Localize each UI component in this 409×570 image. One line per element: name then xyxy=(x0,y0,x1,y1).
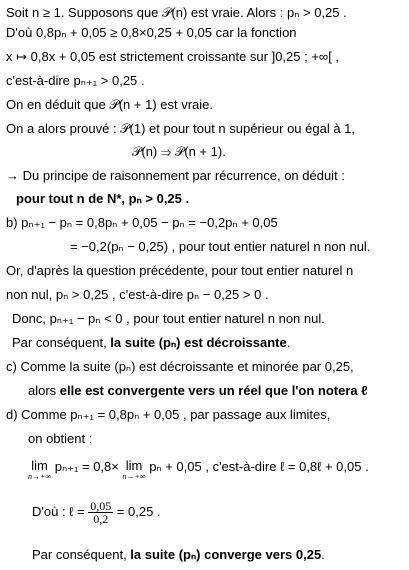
text-line-2: D'où 0,8pₙ + 0,05 ≥ 0,8×0,25 + 0,05 car la fonction xyxy=(6,25,297,40)
text-line-19: on obtient : xyxy=(28,431,93,446)
result-line xyxy=(32,500,161,525)
conclusion-convergent: elle est convergente vers un réel que l'on notera ℓ xyxy=(59,383,368,398)
text-line-5: On en déduit que 𝒫(n + 1) est vraie. xyxy=(6,97,214,112)
result-suffix: = 0,25 . xyxy=(113,503,161,519)
text-line-6: On a alors prouvé : 𝒫(1) et pour tout n supérieur ou égal à 1, xyxy=(6,121,356,136)
text-line-3: x ↦ 0,8x + 0,05 est strictement croissante sur ]0,25 ; +∞[ , xyxy=(6,49,340,64)
text-line-11 xyxy=(70,238,370,255)
text-line-17-prefix: alors xyxy=(28,383,60,398)
text-line-9: pour tout n de N*, pₙ > 0,25 . xyxy=(16,191,190,206)
final-conclusion xyxy=(32,546,325,563)
conclusion-decreasing: la suite (pₙ) est décroissante xyxy=(110,335,287,350)
text-line-14: Donc, pₙ₊₁ − pₙ < 0 , pour tout entier naturel n non nul. xyxy=(12,311,325,326)
text-line-16: c) Comme la suite (pₙ) est décroissante et minorée par 0,25, xyxy=(6,359,354,374)
text-line-18: d) Comme pₙ₊₁ = 0,8pₙ + 0,05 , par passage aux limites, xyxy=(6,407,331,422)
period: . xyxy=(286,335,291,350)
text-line-13: non nul, pₙ > 0,25 , c'est-à-dire pₙ − 0,25 > 0 . xyxy=(6,287,269,302)
conclusion-converges: la suite (pₙ) converge vers 0,25 xyxy=(130,547,322,562)
limit-2: lim n→+∞ xyxy=(122,458,146,481)
text-line-8: → Du principe de raisonnement par récurrence, on déduit : xyxy=(6,168,345,183)
text-line-15-prefix: Par conséquent, xyxy=(12,335,111,350)
text-line-10: b) pₙ₊₁ − pₙ = 0,8pₙ + 0,05 − pₙ = −0,2pₙ + 0,05 xyxy=(6,215,278,230)
text-line-11-suffix: , pour tout entier naturel n non nul. xyxy=(168,239,371,254)
fraction: $\frac{0,05}{0,2}$ xyxy=(90,499,112,526)
limit-equation xyxy=(28,458,369,482)
text-line-12: Or, d'après la question précédente, pour tout entier naturel n xyxy=(6,263,354,278)
final-prefix: Par conséquent, xyxy=(32,547,131,562)
result-prefix: D'où : ℓ = xyxy=(32,503,89,519)
final-period: . xyxy=(321,547,325,562)
text-line-1: Soit n ≥ 1. Supposons que 𝒫(n) est vraie. Alors : pₙ > 0,25 . xyxy=(6,5,347,20)
text-line-4: c'est-à-dire pₙ₊₁ > 0,25 . xyxy=(6,73,145,88)
equation-factored: = −0,2(pₙ − 0,25) xyxy=(70,239,169,254)
text-line-17 xyxy=(28,382,368,399)
text-line-7: 𝒫(n) ⇒ 𝒫(n + 1). xyxy=(132,144,226,159)
limit-equation-middle: pₙ₊₁ = 0,8× xyxy=(51,459,123,474)
limit-1: lim n→+∞ xyxy=(28,458,52,481)
text-line-15 xyxy=(12,334,290,351)
limit-equation-end: pₙ + 0,05 , c'est-à-dire ℓ = 0,8ℓ + 0,05 . xyxy=(145,459,369,474)
